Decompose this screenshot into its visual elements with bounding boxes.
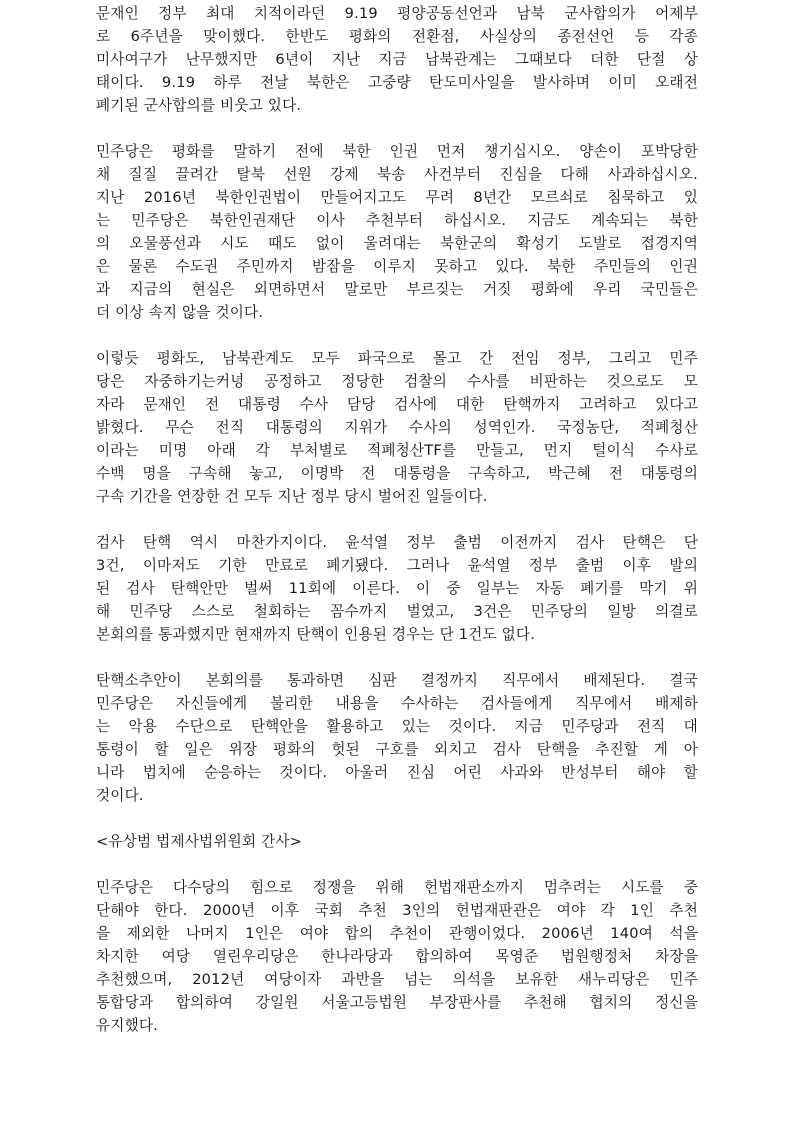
text-line: 지난 2016년 북한인권법이 만들어지고도 무려 8년간 모르쇠로 침묵하고 있 [96,189,698,206]
text-line: 이라는 미명 아래 각 부처별로 적폐청산TF를 만들고, 먼지 털이식 수사로 [96,442,698,459]
text-line: 수백 명을 구속해 놓고, 이명박 전 대통령을 구속하고, 박근혜 전 대통령의 [96,465,698,482]
text-line: 로 6주년을 맞이했다. 한반도 평화의 전환점, 사실상의 종전선언 등 각종 [96,28,698,45]
paragraph-1 [96,2,698,117]
paragraph-3 [96,347,698,508]
text-line: 과 지금의 현실은 외면하면서 말로만 부르짖는 거짓 평화에 우리 국민들은 [96,281,698,298]
text-line: 채 질질 끌려간 탈북 선원 강제 북송 사건부터 진심을 다해 사과하십시오. [96,166,698,183]
text-line: 탄핵소추안이 본회의를 통과하면 심판 결정까지 직무에서 배제된다. 결국 [96,672,698,689]
paragraph-4 [96,531,698,646]
text-line: 미사여구가 난무했지만 6년이 지난 지금 남북관계는 그때보다 더한 단절 상 [96,51,698,68]
text-line: 된 검사 탄핵안만 벌써 11회에 이른다. 이 중 일부는 자동 폐기를 막기 위 [96,580,698,597]
text-line: 차지한 여당 열린우리당은 한나라당과 합의하여 목영준 법원행정처 차장을 [96,948,698,965]
paragraph-6 [96,876,698,1037]
text-line: 추천했으며, 2012년 여당이자 과반을 넘는 의석을 보유한 새누리당은 민주 [96,971,698,988]
text-line: 민주당은 평화를 말하기 전에 북한 인권 먼저 챙기십시오. 양손이 포박당한 [96,143,698,160]
document-body [96,2,698,1060]
text-line: 당은 자중하기는커녕 공정하고 정당한 검찰의 수사를 비판하는 것으로도 모 [96,373,698,390]
text-line: 이렇듯 평화도, 남북관계도 모두 파국으로 몰고 간 전임 정부, 그리고 민주 [96,350,698,367]
text-line: 는 민주당은 북한인권재단 이사 추천부터 하십시오. 지금도 계속되는 북한 [96,212,698,229]
text-line: 은 물론 수도권 주민까지 밤잠을 이루지 못하고 있다. 북한 주민들의 인권 [96,258,698,275]
text-line: 태이다. 9.19 하루 전날 북한은 고중량 탄도미사일을 발사하며 이미 오래전 [96,74,698,91]
text-line: 을 제외한 나머지 1인은 여야 합의 추천이 관행이었다. 2006년 140여 석을 [96,925,698,942]
paragraph-5 [96,669,698,807]
speaker-heading [96,830,698,853]
text-line: 의 오물풍선과 시도 때도 없이 울려대는 북한군의 확성기 도발로 접경지역 [96,235,698,252]
text-line: 구속 기간을 연장한 건 모두 지난 정부 당시 벌어진 일들이다. [96,488,488,505]
text-line: 폐기된 군사합의를 비웃고 있다. [96,97,302,114]
text-line: 통합당과 합의하여 강일원 서울고등법원 부장판사를 추천해 협치의 정신을 [96,994,698,1011]
paragraph-2 [96,140,698,324]
text-line: 자라 문재인 전 대통령 수사 담당 검사에 대한 탄핵까지 고려하고 있다고 [96,396,698,413]
text-line: 해 민주당 스스로 철회하는 꼼수까지 벌였고, 3건은 민주당의 일방 의결로 [96,603,698,620]
text-line: 3건, 이마저도 기한 만료로 폐기됐다. 그러나 윤석열 정부 출범 이후 발의 [96,557,698,574]
text-line: 문재인 정부 최대 치적이라던 9.19 평양공동선언과 남북 군사합의가 어제부 [96,5,698,22]
text-line: 니라 법치에 순응하는 것이다. 아울러 진심 어린 사과와 반성부터 해야 할 [96,764,698,781]
text-line: 민주당은 다수당의 힘으로 정쟁을 위해 헌법재판소까지 멈추려는 시도를 중 [96,879,698,896]
text-line: 유지했다. [96,1017,159,1034]
text-line: 밝혔다. 무슨 전직 대통령의 지위가 수사의 성역인가. 국정농단, 적폐청산 [96,419,698,436]
speaker-label: <유상범 법제사법위원회 간사> [96,833,303,850]
text-line: 검사 탄핵 역시 마찬가지이다. 윤석열 정부 출범 이전까지 검사 탄핵은 단 [96,534,698,551]
text-line: 민주당은 자신들에게 불리한 내용을 수사하는 검사들에게 직무에서 배제하 [96,695,698,712]
text-line: 통령이 할 일은 위장 평화의 헛된 구호를 외치고 검사 탄핵을 추진할 게 아 [96,741,698,758]
text-line: 본회의를 통과했지만 현재까지 탄핵이 인용된 경우는 단 1건도 없다. [96,626,536,643]
text-line: 는 악용 수단으로 탄핵안을 활용하고 있는 것이다. 지금 민주당과 전직 대 [96,718,698,735]
text-line: 단해야 한다. 2000년 이후 국회 추천 3인의 헌법재판관은 여야 각 1인 추천 [96,902,698,919]
text-line: 것이다. [96,787,144,804]
text-line: 더 이상 속지 않을 것이다. [96,304,264,321]
